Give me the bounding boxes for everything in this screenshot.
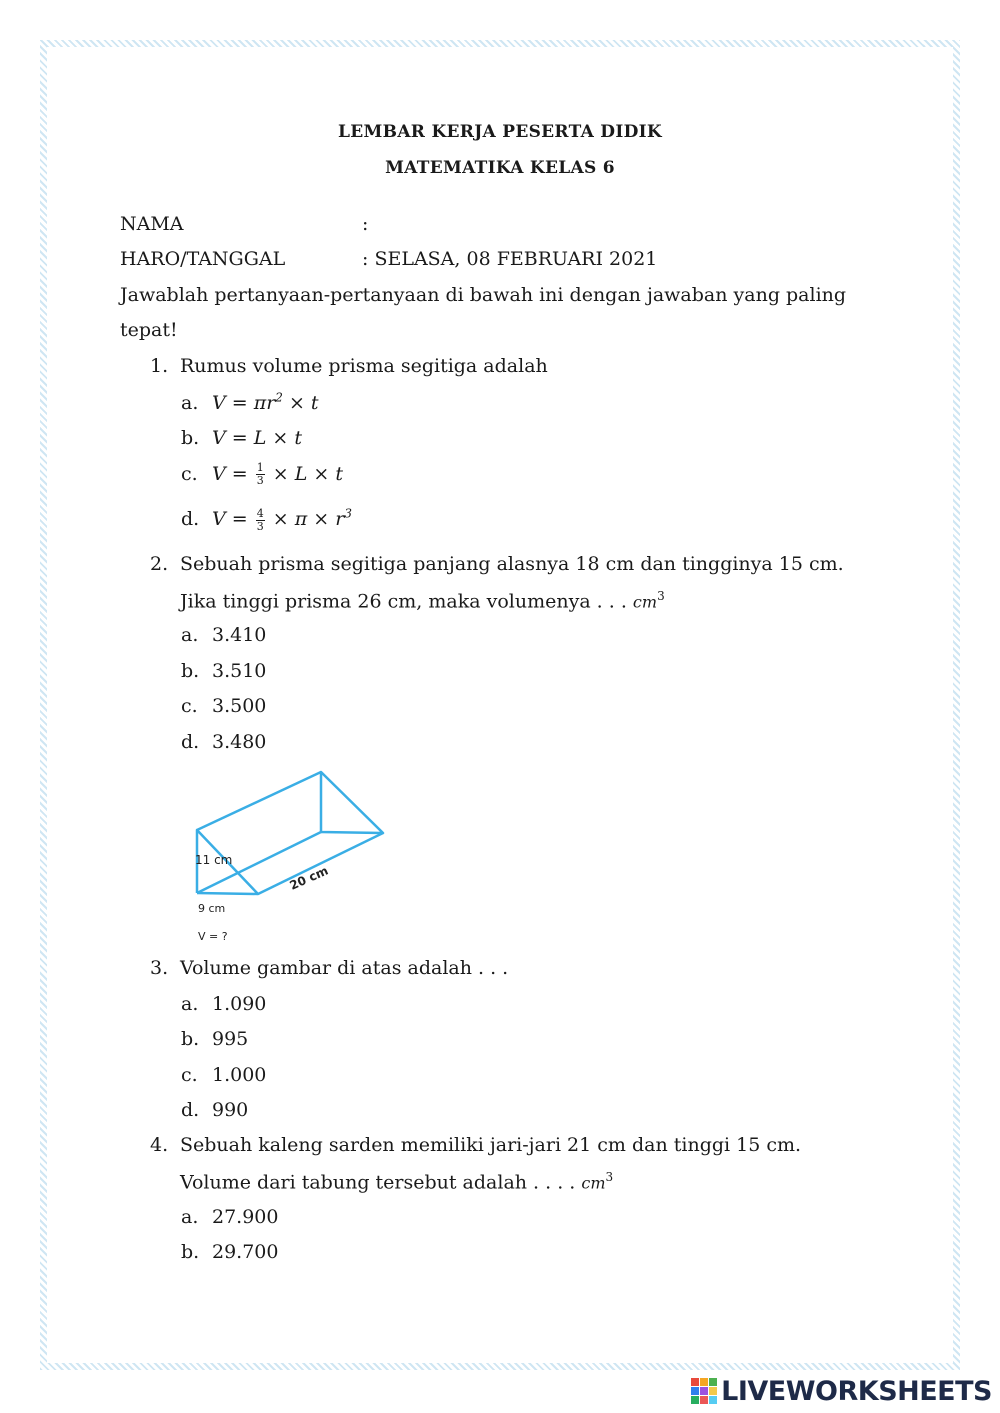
logo-square <box>709 1387 717 1395</box>
date-value: : SELASA, 08 FEBRUARI 2021 <box>362 248 658 270</box>
logo-text: LIVEWORKSHEETS <box>721 1375 992 1407</box>
height-label: 11 cm <box>195 853 233 867</box>
question-number: 2. <box>150 553 169 575</box>
q1-option-a[interactable] <box>181 391 319 414</box>
instruction-line-2: tepat! <box>120 319 178 341</box>
question-number: 4. <box>150 1134 169 1156</box>
base-label: 9 cm <box>198 902 226 915</box>
q3-option-a[interactable]: a. 1.090 <box>181 993 267 1015</box>
name-label: NAMA <box>120 213 184 235</box>
prism-bottom-edge <box>258 833 383 894</box>
q1-option-d[interactable] <box>181 507 352 533</box>
q3-option-c[interactable]: c. 1.000 <box>181 1064 267 1086</box>
q1-option-c[interactable] <box>181 462 343 487</box>
logo-square <box>709 1378 717 1386</box>
name-separator: : <box>362 213 369 235</box>
logo-square <box>691 1396 699 1404</box>
question-number: 3. <box>150 957 169 979</box>
question-2-continued: Jika tinggi prisma 26 cm, maka volumenya . . . $cm^3$ <box>180 589 665 613</box>
question-1 <box>150 355 548 377</box>
question-2 <box>150 553 844 575</box>
question-3 <box>150 957 508 979</box>
logo-square <box>709 1396 717 1404</box>
length-label: 20 cm <box>287 863 331 893</box>
q1-option-b[interactable] <box>181 427 302 449</box>
question-text: Rumus volume prisma segitiga adalah <box>180 355 548 377</box>
worksheet-subtitle: MATEMATIKA KELAS 6 <box>385 158 615 178</box>
logo-icon <box>691 1378 717 1404</box>
option-letter: a. <box>181 392 199 415</box>
logo-square <box>691 1378 699 1386</box>
q3-option-d[interactable]: d. 990 <box>181 1099 249 1121</box>
q4-option-a[interactable]: a. 27.900 <box>181 1206 279 1228</box>
worksheet-title: LEMBAR KERJA PESERTA DIDIK <box>338 122 662 142</box>
prism-figure <box>180 762 400 947</box>
option-letter: b. <box>181 427 200 449</box>
q4-option-b[interactable]: b. 29.700 <box>181 1241 279 1263</box>
question-text: Volume gambar di atas adalah . . . <box>180 957 509 979</box>
prism-back-triangle <box>321 772 383 833</box>
logo-square <box>700 1378 708 1386</box>
q2-option-a[interactable]: a. 3.410 <box>181 624 267 646</box>
option-letter: c. <box>181 462 198 485</box>
prism-top-edge <box>197 772 321 830</box>
option-formula: V = $\frac{1}{3}$ × L × t <box>212 461 343 487</box>
option-formula: V = L × t <box>212 427 302 449</box>
question-4-continued: Volume dari tabung tersebut adalah . . . . $cm^3$ <box>180 1170 614 1194</box>
question-number: 1. <box>150 355 169 377</box>
date-label: HARO/TANGGAL <box>120 248 286 270</box>
q3-option-b[interactable]: b. 995 <box>181 1028 249 1050</box>
logo-square <box>700 1396 708 1404</box>
option-letter: d. <box>181 508 200 531</box>
logo-square <box>700 1387 708 1395</box>
q2-option-b[interactable]: b. 3.510 <box>181 660 267 682</box>
liveworksheets-logo[interactable] <box>691 1375 992 1407</box>
option-formula: $V = \pi r^2 \times t$ <box>212 391 319 415</box>
option-formula: V = $\frac{4}{3}$ × $\pi \times r^3$ <box>212 506 352 533</box>
volume-label: V = ? <box>198 930 228 943</box>
question-text: Sebuah prisma segitiga panjang alasnya 18 cm dan tingginya 15 cm. <box>180 553 844 575</box>
instruction-line-1: Jawablah pertanyaan-pertanyaan di bawah ini dengan jawaban yang paling <box>120 284 847 306</box>
logo-square <box>691 1387 699 1395</box>
question-text: Sebuah kaleng sarden memiliki jari-jari 21 cm dan tinggi 15 cm. <box>180 1134 802 1156</box>
question-4 <box>150 1134 801 1156</box>
q2-option-c[interactable]: c. 3.500 <box>181 695 267 717</box>
q2-option-d[interactable]: d. 3.480 <box>181 731 267 753</box>
